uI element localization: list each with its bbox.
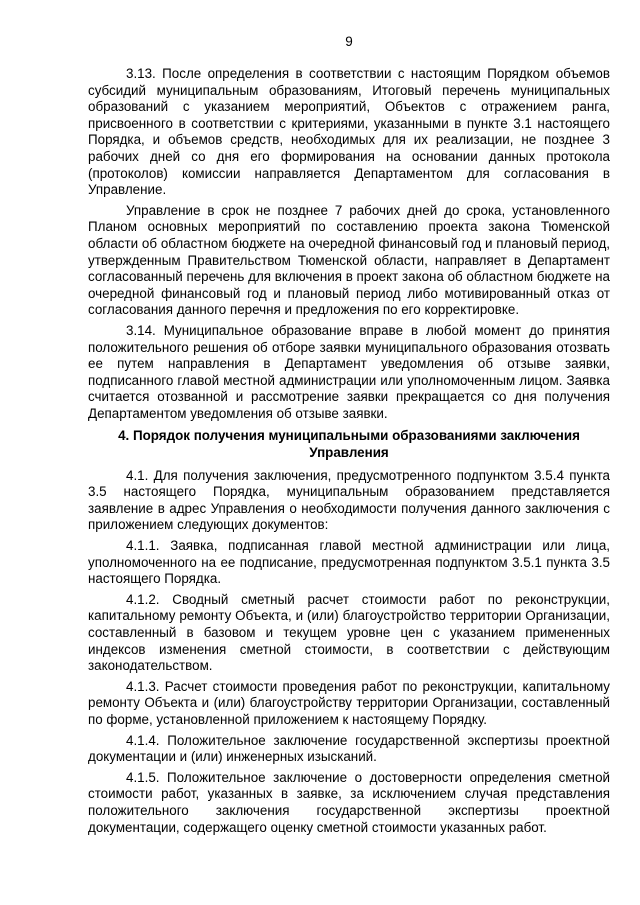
paragraph-4-1-1: 4.1.1. Заявка, подписанная главой местной администрации или лица, уполномоченного на ее подписание, предусмотренная подпунктом 3.5.1 пункта 3.5 настоящего Порядка. [88, 538, 610, 587]
paragraph-4-1: 4.1. Для получения заключения, предусмотренного подпунктом 3.5.4 пункта 3.5 настоящего Порядка, муниципальным образованием представляется заявление в адрес Управления о необходимости получения данного заключения с приложением следующих документов: [88, 467, 610, 533]
paragraph-4-1-3: 4.1.3. Расчет стоимости проведения работ по реконструкции, капитальному ремонту Объекта и (или) благоустройству территории Организации, составленный по форме, установленной приложением к настоящему Порядку. [88, 678, 610, 727]
paragraph-3-13: 3.13. После определения в соответствии с настоящим Порядком объемов субсидий муниципальным образованиям, Итоговый перечень муниципальных образований с указанием мероприятий, Объектов с отражением ранга, присвоенного в соответствии с критериями, указанными в пункте 3.1 настоящего Порядка, и объемов средств, необходимых для их реализации, не позднее 3 рабочих дней со дня его формирования на основании данных протокола (протоколов) комиссии направляется Департаментом для согласования в Управление. [88, 66, 610, 198]
document-body [88, 66, 610, 840]
paragraph-4-1-5: 4.1.5. Положительное заключение о достоверности определения сметной стоимости работ, указанных в заявке, за исключением случая представления положительного заключения государственной экспертизы проектной документации, содержащего оценку сметной стоимости указанных работ. [88, 769, 610, 835]
paragraph-3-14: 3.14. Муниципальное образование вправе в любой момент до принятия положительного решения об отборе заявки муниципального образования отозвать ее путем направления в Департамент уведомления об отзыве заявки, подписанного главой местной администрации или уполномоченным лицом. Заявка считается отозванной и рассмотрение заявки прекращается со дня получения Департаментом уведомления об отзыве заявки. [88, 322, 610, 421]
paragraph-4-1-2: 4.1.2. Сводный сметный расчет стоимости работ по реконструкции, капитальному ремонту Объекта, и (или) благоустройство территории Организации, составленный в базовом и текущем уровне цен с указанием примененных индексов изменения сметной стоимости, в соответствии с действующим законодательством. [88, 591, 610, 674]
paragraph-4-1-4: 4.1.4. Положительное заключение государственной экспертизы проектной документации и (или) инженерных изысканий. [88, 732, 610, 765]
paragraph-upravlenie: Управление в срок не позднее 7 рабочих дней до срока, установленного Планом основных мероприятий по составлению проекта закона Тюменской области об областном бюджете на очередной финансовый год и плановый период, утвержденным Правительством Тюменской области, направляет в Департамент согласованный перечень для включения в проект закона об областном бюджете на очередной финансовый год и плановый период либо мотивированный отказ от согласования данного перечня и предложения по его корректировке. [88, 202, 610, 318]
page-number: 9 [345, 34, 353, 49]
section-heading: 4. Порядок получения муниципальными образованиями заключения Управления [118, 428, 580, 461]
